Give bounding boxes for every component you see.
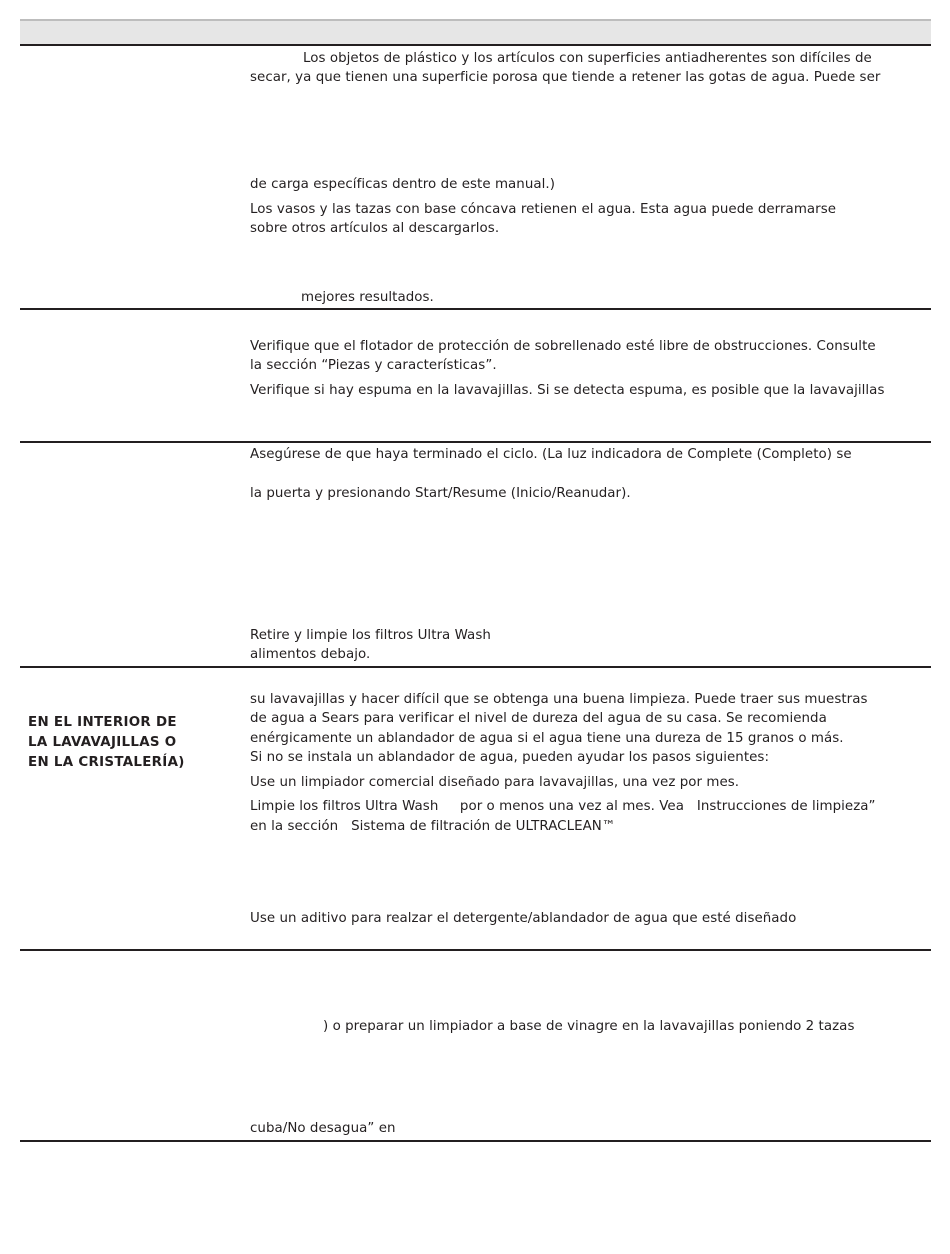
solution-line: de carga específicas dentro de este manual.) bbox=[250, 177, 555, 192]
solution-line: Verifique si hay espuma en la lavavajillas. Si se detecta espuma, es posible que la lavavajillas bbox=[250, 383, 885, 398]
solution-line: sobre otros artículos al descargarlos. bbox=[250, 221, 500, 236]
table-rule bbox=[20, 441, 931, 443]
solution-line: Si no se instala un ablandador de agua, pueden ayudar los pasos siguientes: bbox=[250, 750, 770, 765]
table-rule bbox=[20, 308, 931, 310]
solution-line: Verifique que el flotador de protección de sobrellenado esté libre de obstrucciones. Consulte bbox=[250, 339, 876, 354]
solution-line: Los objetos de plástico y los artículos con superficies antiadherentes son difíciles de bbox=[303, 51, 872, 66]
solution-line: Use un aditivo para realzar el detergente/ablandador de agua que esté diseñado bbox=[250, 911, 797, 926]
solution-line: alimentos debajo. bbox=[250, 647, 371, 662]
solution-line: su lavavajillas y hacer difícil que se obtenga una buena limpieza. Puede traer sus muestras bbox=[250, 692, 868, 707]
solution-line: la puerta y presionando Start/Resume (Inicio/Reanudar). bbox=[250, 486, 631, 501]
table-rule bbox=[20, 1140, 931, 1142]
table-rule bbox=[20, 666, 931, 668]
problem-heading: LA LAVAVAJILLAS O bbox=[28, 735, 177, 750]
solution-line: en la sección Sistema de filtración de ULTRACLEAN™ bbox=[250, 819, 616, 834]
solution-line: Los vasos y las tazas con base cóncava retienen el agua. Esta agua puede derramarse bbox=[250, 202, 837, 217]
solution-line: Use un limpiador comercial diseñado para lavavajillas, una vez por mes. bbox=[250, 775, 740, 790]
solution-line: secar, ya que tienen una superficie porosa que tiende a retener las gotas de agua. Puede ser bbox=[250, 70, 881, 85]
problem-heading: EN EL INTERIOR DE bbox=[28, 715, 177, 730]
solution-line: mejores resultados. bbox=[301, 290, 434, 305]
solution-line: Asegúrese de que haya terminado el ciclo. (La luz indicadora de Complete (Completo) se bbox=[250, 447, 852, 462]
solution-line: enérgicamente un ablandador de agua si el agua tiene una dureza de 15 granos o más. bbox=[250, 731, 844, 746]
solution-line: cuba/No desagua” en bbox=[250, 1121, 396, 1136]
solution-line: Retire y limpie los filtros Ultra Wash bbox=[250, 628, 491, 643]
table-header-band bbox=[20, 19, 931, 44]
solution-line: ) o preparar un limpiador a base de vinagre en la lavavajillas poniendo 2 tazas bbox=[323, 1019, 855, 1034]
problem-heading: EN LA CRISTALERÍA) bbox=[28, 755, 185, 770]
solution-line: Limpie los filtros Ultra Wash por o menos una vez al mes. Vea Instrucciones de limpieza” bbox=[250, 799, 876, 814]
solution-line: de agua a Sears para verificar el nivel de dureza del agua de su casa. Se recomienda bbox=[250, 711, 827, 726]
table-rule bbox=[20, 44, 931, 46]
solution-line: la sección “Piezas y características”. bbox=[250, 358, 497, 373]
table-rule bbox=[20, 949, 931, 951]
